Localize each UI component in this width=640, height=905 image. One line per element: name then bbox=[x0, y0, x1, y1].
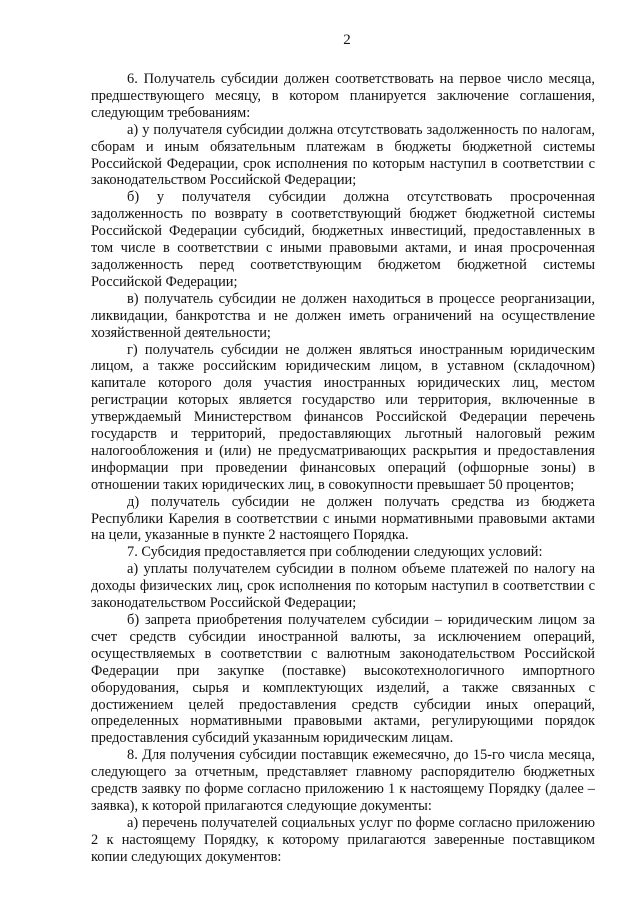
page-number: 2 bbox=[343, 32, 351, 48]
paragraph-7: 7. Субсидия предоставляется при соблюдении следующих условий: bbox=[127, 544, 543, 561]
paragraph-6: 6. Получатель субсидии должен соответствовать на первое число месяца, предшествующего месяцу, в котором планируется заключение соглашения, следующим требованиям: bbox=[91, 71, 595, 121]
paragraph-6-b: б) у получателя субсидии должна отсутствовать просроченная задолженность по возврату в соответствующий бюджет бюджетной системы Российской Федерации субсидий, бюджетных инвестиций, предоставленных в том числе в соответствии с иными правовыми актами, и иная просроченная задолженность перед соответствующим бюджетом бюджетной системы Российской Федерации; bbox=[91, 189, 595, 290]
paragraph-6-d: д) получатель субсидии не должен получать средства из бюджета Республики Карелия в соответствии с иными нормативными правовыми актами на цели, указанные в пункте 2 настоящего Порядка. bbox=[91, 493, 595, 544]
paragraph-6-a: а) у получателя субсидии должна отсутствовать задолженность по налогам, сборам и иным обязательным платежам в бюджеты бюджетной системы Российской Федерации, срок исполнения по которым наступил в соответствии с законодательством Российской Федерации; bbox=[91, 121, 595, 189]
document-page bbox=[91, 30, 595, 866]
paragraph-6-v: в) получатель субсидии не должен находиться в процессе реорганизации, ликвидации, банкротства и не должен иметь ограничений на осуществление хозяйственной деятельности; bbox=[91, 290, 595, 341]
paragraph-8: 8. Для получения субсидии поставщик ежемесячно, до 15-го числа месяца, следующего за отчетным, представляет главному распорядителю бюджетных средств заявку по форме согласно приложению 1 к настоящему Порядку (далее – заявка), к которой прилагаются следующие документы: bbox=[91, 747, 595, 814]
paragraph-8-a: а) перечень получателей социальных услуг по форме согласно приложению 2 к настоящему Порядку, к которому прилагаются заверенные поставщиком копии следующих документов: bbox=[91, 814, 595, 865]
paragraph-6-g: г) получатель субсидии не должен являться иностранным юридическим лицом, а также российским юридическим лицом, в уставном (складочном) капитале которого доля участия иностранных юридических лиц, местом регистрации которых является государство или территория, включенные в утверждаемый Министерством финансов Российской Федерации перечень государств и территорий, предоставляющих льготный налоговый режим налогообложения и (или) не предусматривающих раскрытия и предоставления информации при проведении финансовых операций (офшорные зоны) в отношении таких юридических лиц, в совокупности превышает 50 процентов; bbox=[91, 341, 595, 493]
paragraph-7-b: б) запрета приобретения получателем субсидии – юридическим лицом за счет средств субсидии иностранной валюты, за исключением операций, осуществляемых в соответствии с валютным законодательством Российской Федерации при закупке (поставке) высокотехнологичного импортного оборудования, сырья и комплектующих изделий, а также связанных с достижением целей предоставления средств субсидии иных операций, определенных нормативными правовыми актами, регулирующими порядок предоставления субсидий указанным юридическим лицам. bbox=[91, 612, 595, 747]
paragraph-7-a: а) уплаты получателем субсидии в полном объеме платежей по налогу на доходы физических лиц, срок исполнения по которым наступил в соответствии с законодательством Российской Федерации; bbox=[91, 561, 595, 612]
